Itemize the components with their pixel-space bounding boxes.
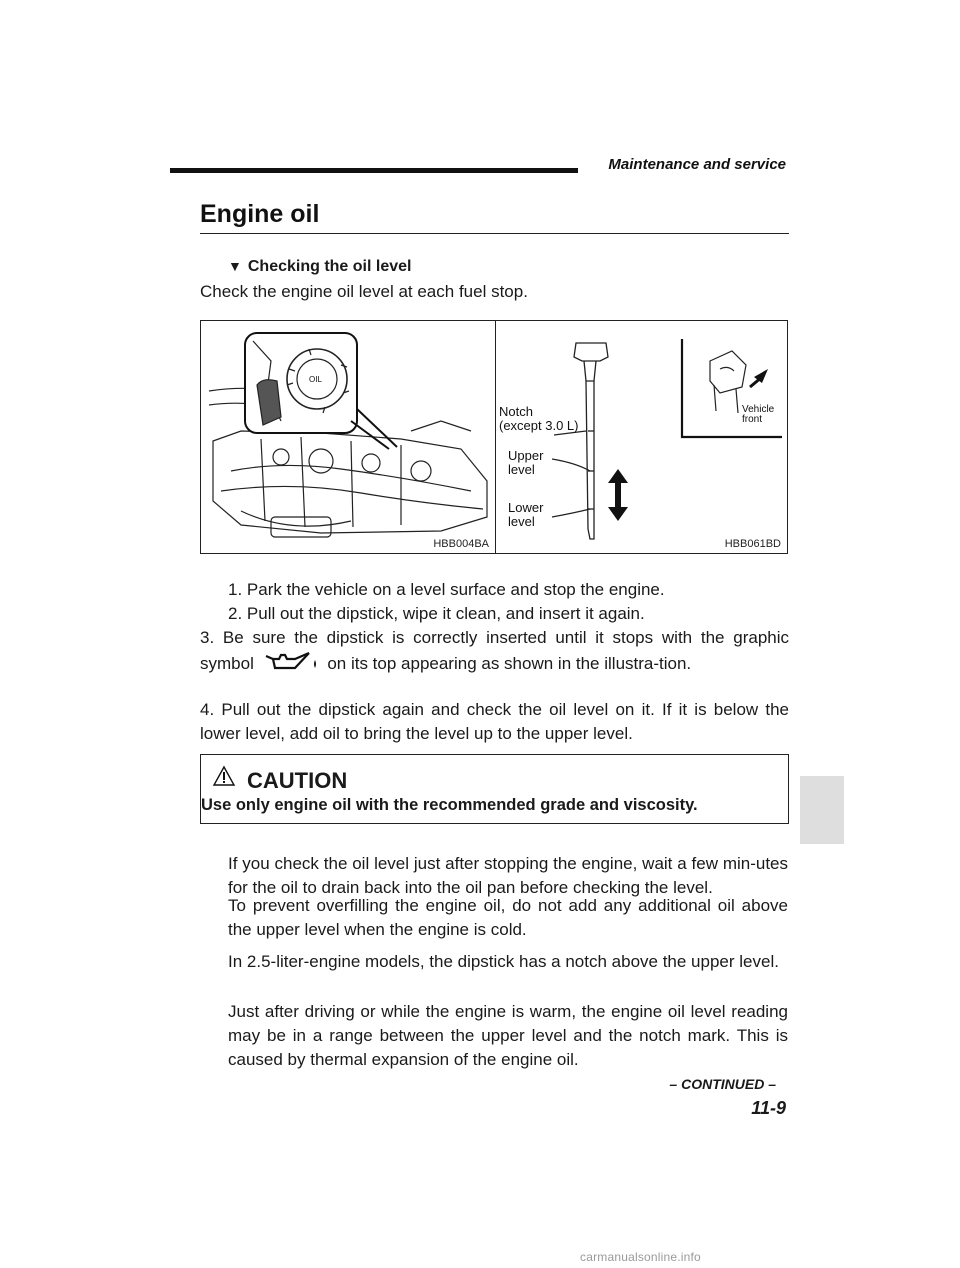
step-3: 3. Be sure the dipstick is correctly inserted until it stops with the graphic symbol on its top appearing as shown in the illustra-tion.: [200, 628, 789, 673]
step-1: 1. Park the vehicle on a level surface and stop the engine.: [228, 580, 665, 599]
watermark: carmanualsonline.info: [580, 1250, 701, 1264]
engine-bay-illustration: [201, 321, 495, 553]
triangle-marker-icon: ▼: [228, 258, 242, 274]
caution-box: [200, 754, 789, 824]
continued-marker: – CONTINUED –: [669, 1076, 776, 1092]
caution-title: CAUTION: [247, 768, 348, 793]
paragraph-4: Just after driving or while the engine is warm, the engine oil level reading may be in a range between the upper level and the notch mark. This is caused by thermal expansion of the engine oil.: [228, 1002, 788, 1069]
oil-can-icon: [263, 650, 319, 672]
chapter-side-tab: [800, 776, 844, 844]
oil-cap-label: OIL: [309, 375, 322, 384]
paragraph-1: If you check the oil level just after stopping the engine, wait a few min-utes for the oil to drain back into the oil pan before checking the level.: [228, 854, 788, 897]
intro-text: Check the engine oil level at each fuel stop.: [200, 282, 528, 301]
step-2: 2. Pull out the dipstick, wipe it clean, and insert it again.: [228, 604, 645, 623]
header-rule: [170, 168, 578, 173]
dipstick-illustration: [496, 321, 787, 553]
paragraph-3: In 2.5-liter-engine models, the dipstick has a notch above the upper level.: [228, 952, 779, 971]
title-rule: [200, 233, 789, 234]
figure-code-right: HBB061BD: [724, 538, 781, 550]
step-4: 4. Pull out the dipstick again and check the oil level on it. If it is below the lower level, add oil to bring the level up to the upper level.: [200, 700, 789, 743]
subheading: [228, 258, 411, 276]
vehicle-front-label: Vehicle front: [742, 404, 775, 425]
subheading-text: Checking the oil level: [247, 258, 412, 275]
lower-level-label: Lower level: [508, 500, 544, 529]
page-title: Engine oil: [200, 200, 320, 228]
paragraph-2: To prevent overfilling the engine oil, do not add any additional oil above the upper level when the engine is cold.: [228, 896, 788, 939]
upper-level-label: Upper level: [508, 448, 544, 477]
figure-code-left: HBB004BA: [433, 538, 489, 550]
notch-label: Notch (except 3.0 L): [499, 404, 579, 433]
header-section-title: Maintenance and service: [608, 156, 786, 173]
caution-text: Use only engine oil with the recommended grade and viscosity.: [201, 796, 698, 814]
illustration-panel: [200, 320, 788, 554]
page-number: 11-9: [751, 1098, 786, 1118]
engine-bay-drawing: [201, 321, 495, 553]
warning-triangle-icon: [212, 765, 236, 787]
